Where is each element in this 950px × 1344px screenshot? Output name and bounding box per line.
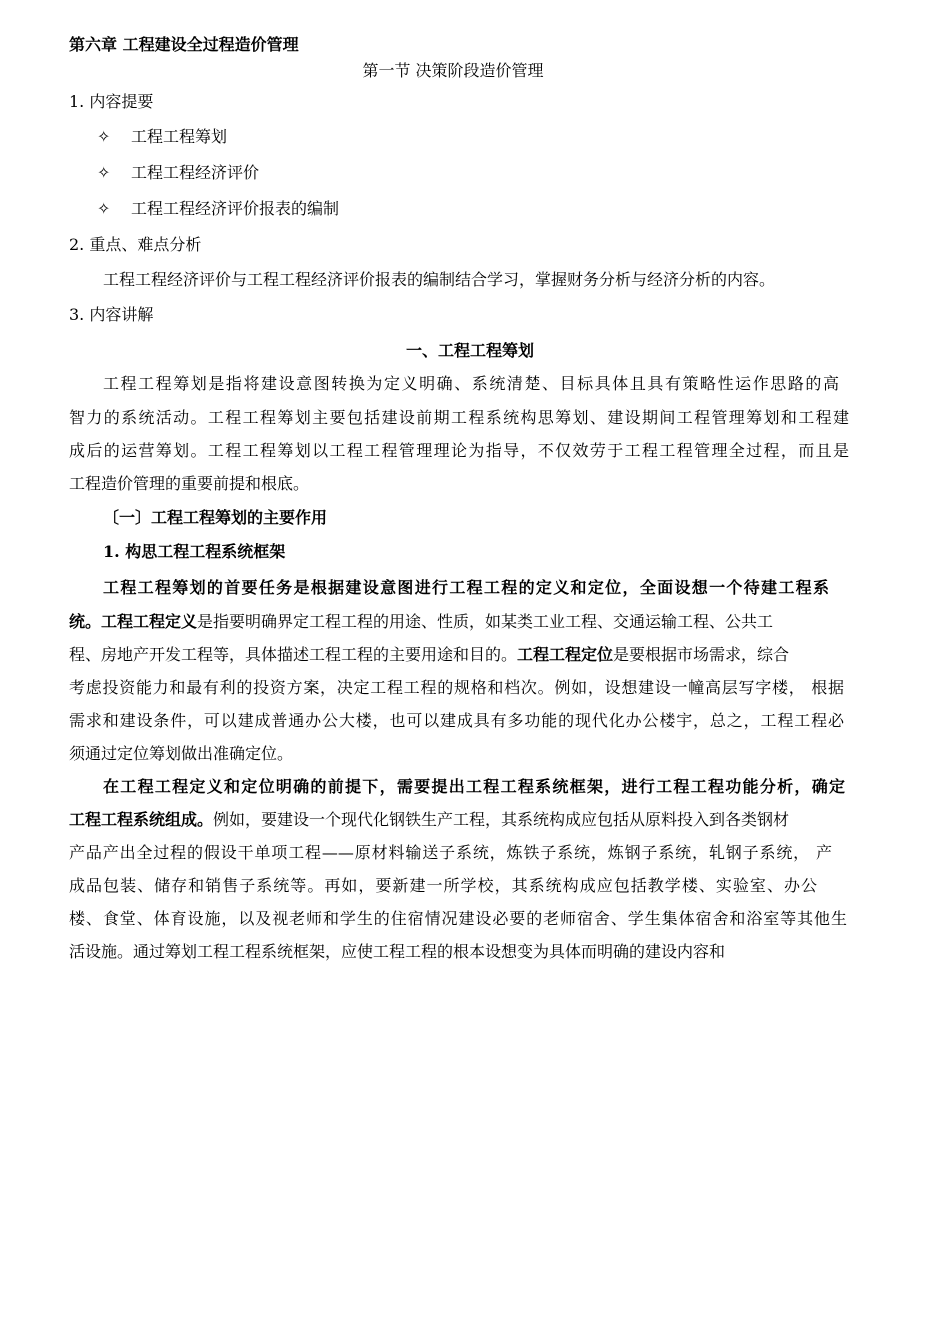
body-text: 程、房地产开发工程等，具体描述工程工程的主要用途和目的。 — [69, 645, 518, 664]
body-text: 是指要明确界定工程工程的用途、性质，如某类工业工程、交通运输工程、公共工 — [197, 612, 774, 631]
para2-line — [69, 645, 789, 665]
diamond-bullet-icon: ✧ — [97, 163, 111, 182]
para1-line: 智力的系统活动。工程工程筹划主要包括建设前期工程系统构思筹划、建设期间工程管理筹划和工程建 — [69, 408, 849, 427]
para2-line: 需求和建设条件，可以建成普通办公大楼，也可以建成具有多功能的现代化办公楼宇，总之，工程工程必 — [69, 711, 844, 730]
para2-line: 工程工程筹划的首要任务是根据建设意图进行工程工程的定义和定位，全面设想一个待建工程系 — [103, 578, 829, 597]
para1-line: 工程造价管理的重要前提和根底。 — [69, 474, 310, 493]
para2-line: 须通过定位筹划做出准确定位。 — [69, 744, 294, 763]
term-project-positioning: 工程工程定位 — [517, 645, 614, 664]
para3-line: 活设施。通过筹划工程工程系统框架，应使工程工程的根本设想变为具体而明确的建设内容和 — [69, 942, 726, 961]
item-title: 1. 构思工程工程系统框架 — [103, 542, 286, 561]
para1-line: 工程工程筹划是指将建设意图转换为定义明确、系统清楚、目标具体且具有策略性运作思路的高 — [103, 374, 839, 393]
bullet-item: 工程工程经济评价 — [131, 163, 260, 182]
body-text: 例如，要建设一个现代化钢铁生产工程，其系统构成应包括从原料投入到各类钢材 — [213, 810, 790, 829]
heading-key-points: 2. 重点、难点分析 — [69, 235, 202, 254]
bold-text: 工程工程系统组成。 — [69, 810, 214, 829]
para3-line — [69, 810, 789, 830]
para3-line: 在工程工程定义和定位明确的前提下，需要提出工程工程系统框架，进行工程工程功能分析，确定 — [103, 777, 845, 796]
section-title: 第一节 决策阶段造价管理 — [362, 61, 544, 80]
para2-line: 考虑投资能力和最有利的投资方案，决定工程工程的规格和档次。例如，设想建设一幢高层写字楼， 根据 — [69, 678, 844, 697]
para3-line: 产品产出全过程的假设干单项工程——原材料输送子系统，炼铁子系统，炼钢子系统，轧钢子系统， 产 — [69, 843, 832, 862]
para3-line: 成品包装、储存和销售子系统等。再如，要新建一所学校，其系统构成应包括教学楼、实验室、办公 — [69, 876, 817, 895]
diamond-bullet-icon: ✧ — [97, 199, 111, 218]
bullet-item: 工程工程筹划 — [131, 127, 228, 146]
bullet-item: 工程工程经济评价报表的编制 — [131, 199, 340, 218]
subsection-title: 〔一〕工程工程筹划的主要作用 — [103, 508, 328, 527]
body-text: 是要根据市场需求，综合 — [613, 645, 790, 664]
term-project-definition: 工程工程定义 — [101, 612, 198, 631]
heading-contents-summary: 1. 内容提要 — [69, 92, 154, 111]
para1-line: 成后的运营筹划。工程工程筹划以工程工程管理理论为指导，不仅效劳于工程工程管理全过程，而且是 — [69, 441, 849, 460]
bold-text: 统。 — [69, 612, 102, 631]
para2-line — [69, 612, 773, 632]
diamond-bullet-icon: ✧ — [97, 127, 111, 146]
analysis-paragraph: 工程工程经济评价与工程工程经济评价报表的编制结合学习，掌握财务分析与经济分析的内容。 — [103, 270, 776, 289]
part-title: 一、工程工程筹划 — [405, 341, 534, 360]
chapter-title: 第六章 工程建设全过程造价管理 — [69, 35, 299, 54]
para3-line: 楼、食堂、体育设施，以及视老师和学生的住宿情况建设必要的老师宿舍、学生集体宿舍和浴室等其他生 — [69, 909, 847, 928]
heading-content-explanation: 3. 内容讲解 — [69, 305, 154, 324]
